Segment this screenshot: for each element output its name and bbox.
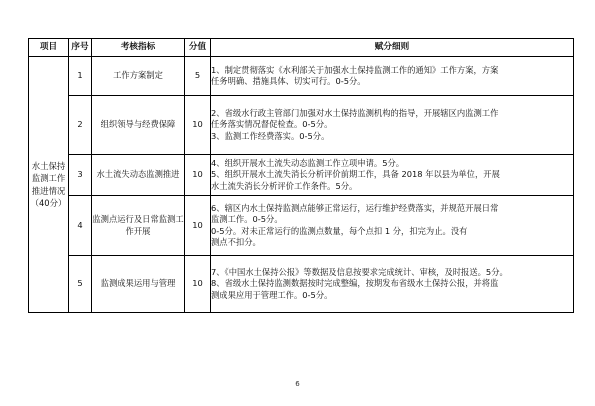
- row-score: 10: [185, 196, 211, 256]
- header-indicator: 考核指标: [92, 39, 185, 57]
- row-number: 1: [69, 57, 92, 96]
- header-project: 项目: [29, 39, 69, 57]
- row-number: 4: [69, 196, 92, 256]
- header-number: 序号: [69, 39, 92, 57]
- table-row: [29, 155, 574, 196]
- row-number: 2: [69, 96, 92, 155]
- row-number: 3: [69, 155, 92, 196]
- row-number: 5: [69, 256, 92, 313]
- detail-line: 任务落实情况督促检查。0-5分。: [211, 119, 333, 130]
- row-details: [211, 196, 574, 256]
- row-score: 5: [185, 57, 211, 96]
- table-row: [29, 256, 574, 313]
- detail-line: 0-5分。对未正常运行的监测点数量，每个点扣 1 分，扣完为止。没有: [211, 225, 468, 236]
- row-indicator: 水土流失动态监测推进: [92, 155, 185, 196]
- detail-line: 1、制定贯彻落实《水利部关于加强水土保持监测工作的通知》工作方案，方案: [211, 64, 499, 75]
- page-number: 6: [295, 380, 300, 388]
- row-indicator: 监测成果运用与管理: [92, 256, 185, 313]
- detail-line: 监测工作。0-5分。: [211, 214, 283, 225]
- detail-line: 水土流失消长分析评价工作条件。5分。: [211, 180, 358, 191]
- detail-line: 测点不扣分。: [211, 236, 261, 247]
- detail-line: 测成果应用于管理工作。0-5分。: [211, 289, 333, 300]
- detail-line: 7、《中国水土保持公报》等数据及信息按要求完成统计、审核，及时报送。5分。: [211, 267, 508, 278]
- table-row: [29, 96, 574, 155]
- row-indicator: 工作方案制定: [92, 57, 185, 96]
- detail-line: 6、辖区内水土保持监测点能够正常运行，运行维护经费落实，并规范开展日常: [211, 203, 499, 214]
- row-score: 10: [185, 96, 211, 155]
- detail-line: 4、组织开展水土流失动态监测工作立项申请。5分。: [211, 158, 405, 169]
- row-indicator: 组织领导与经费保障: [92, 96, 185, 155]
- row-details: [211, 155, 574, 196]
- row-details: [211, 57, 574, 96]
- detail-line: 任务明确、措施具体、切实可行。0-5分。: [211, 76, 366, 86]
- header-score: 分值: [185, 39, 211, 57]
- detail-line: 5、组织开展水土流失消长分析评价前期工作，具备 2018 年以县为单位，开展: [211, 169, 500, 180]
- project-cell: 水土保持监测工作推进情况（40分）: [29, 57, 69, 313]
- detail-line: 2、省级水行政主管部门加强对水土保持监测机构的指导，开展辖区内监测工作: [211, 108, 499, 119]
- row-score: 10: [185, 155, 211, 196]
- table-header-row: [29, 39, 574, 57]
- header-details: 赋分细则: [211, 39, 574, 57]
- row-score: 10: [185, 256, 211, 313]
- assessment-table: [28, 38, 574, 313]
- row-details: [211, 256, 574, 313]
- table-row: [29, 57, 574, 96]
- row-details: [211, 96, 574, 155]
- table-row: [29, 196, 574, 256]
- detail-line: 3、监测工作经费落实。0-5分。: [211, 130, 330, 141]
- row-indicator: 监测点运行及日常监测工作开展: [92, 196, 185, 256]
- detail-line: 8、省级水土保持监测数据按时完成整编，按期发布省级水土保持公报，并将监: [211, 278, 499, 289]
